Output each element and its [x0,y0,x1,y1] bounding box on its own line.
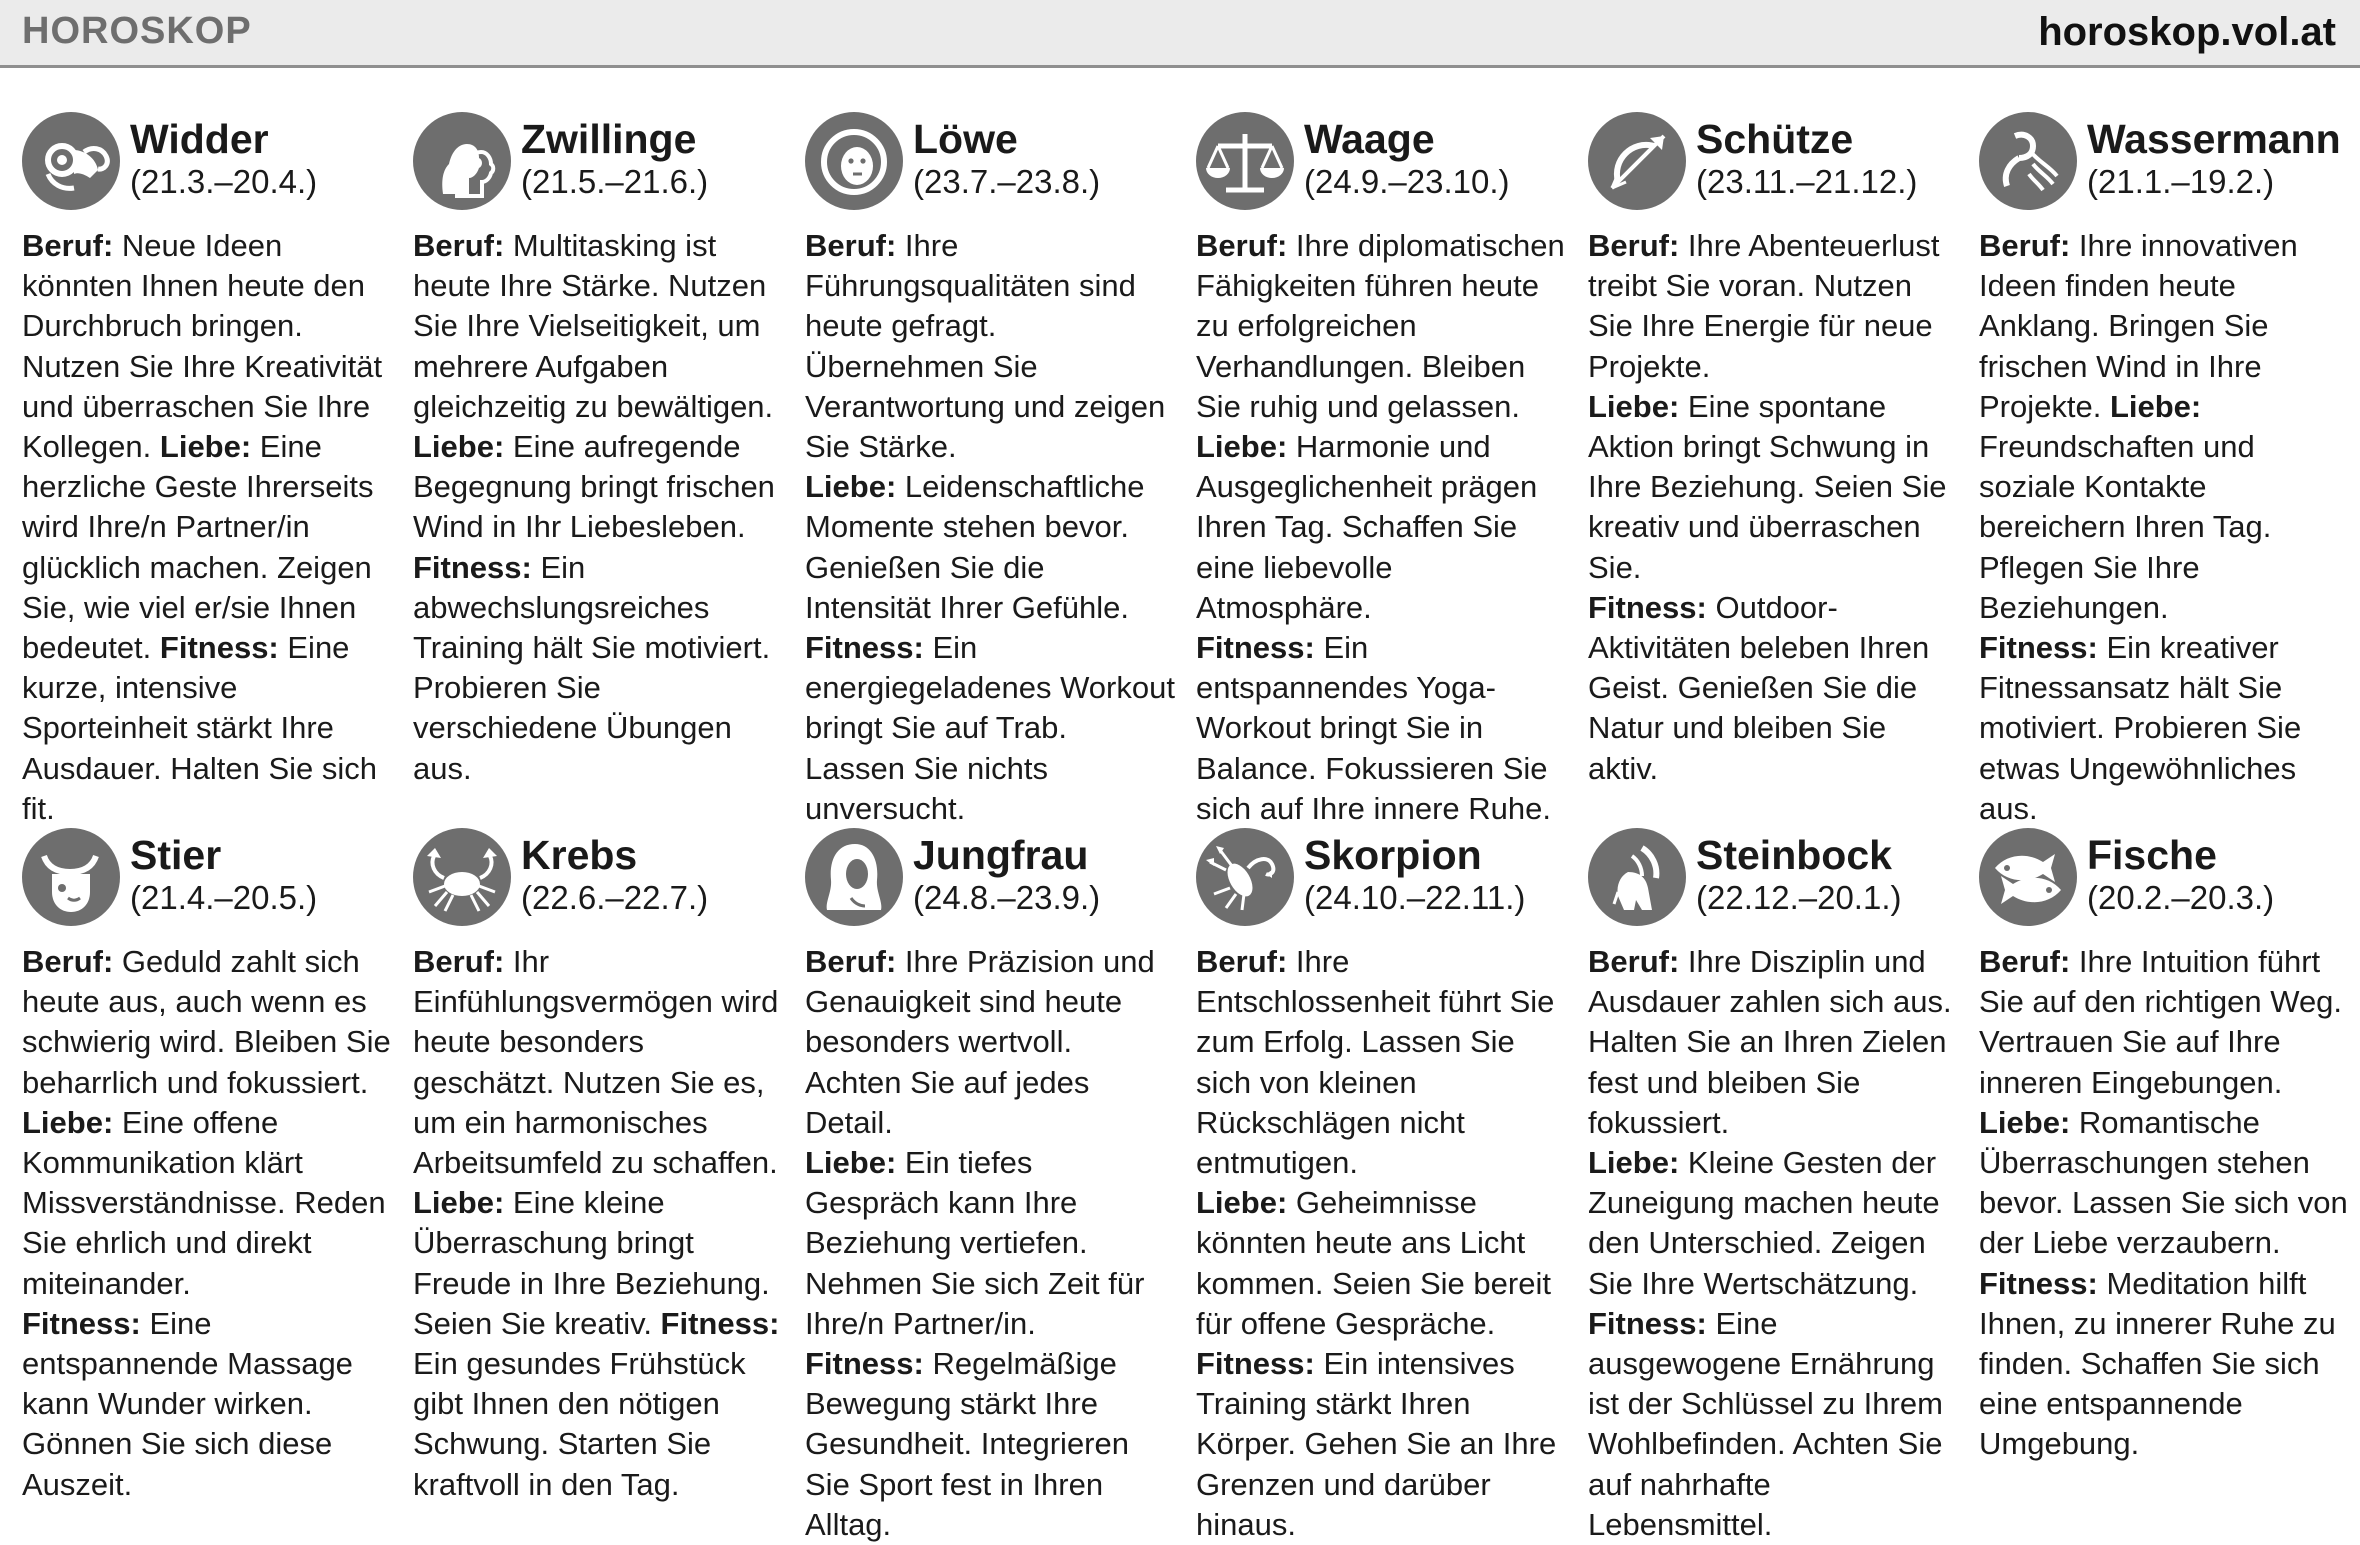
lion-icon [805,112,903,210]
category-label: Beruf: [1196,228,1288,263]
forecast-text: Ein abwechslungsreiches Training hält Sie motiviert. Probieren Sie verschiedene Übungen aus. [413,549,771,786]
category-label: Beruf: [1979,944,2071,979]
sign-name: Jungfrau [913,832,1089,878]
category-label: Fitness: [159,630,279,666]
sign-card-wassermann [1979,112,2349,829]
forecast-paragraph [805,1344,1175,1545]
category-label: Liebe: [413,429,505,465]
virgin-icon [805,828,903,926]
forecast-text: Eine herzliche Geste Ihrerseits wird Ihre/n Partner/in glücklich machen. Zeigen Sie, wie viel er/sie Ihnen bedeutet. [22,429,374,666]
forecast-paragraph [805,942,1175,1143]
sign-forecast [1588,942,1958,1545]
category-label: Liebe: [805,469,897,505]
forecast-text: Eine spontane Aktion bringt Schwung in Ihre Beziehung. Seien Sie kreativ und überraschen Sie. [1588,388,1947,585]
forecast-paragraph [1196,1183,1566,1344]
sign-header [413,828,783,936]
forecast-text: Regelmäßige Bewegung stärkt Ihre Gesundheit. Integrieren Sie Sport fest in Ihren Alltag. [805,1346,1129,1542]
sign-dates: (21.3.–20.4.) [130,163,318,200]
forecast-text: Eine ausgewogene Ernährung ist der Schlüssel zu Ihrem Wohlbefinden. Achten Sie auf nahrhafte Lebensmittel. [1588,1305,1943,1542]
category-label: Liebe: [1979,1104,2071,1140]
forecast-text: Eine kleine Überraschung bringt Freude in Ihre Beziehung. Seien Sie kreativ. [413,1185,770,1341]
sign-dates: (23.11.–21.12.) [1696,163,1918,200]
sign-dates: (21.4.–20.5.) [130,879,318,916]
forecast-text: Ihre diplomatischen Fähigkeiten führen heute zu erfolgreichen Verhandlungen. Bleiben Sie ruhig und gelassen. [1196,228,1565,424]
category-label: Liebe: [1196,1185,1288,1221]
forecast-text: Ein tiefes Gespräch kann Ihre Beziehung vertiefen. Nehmen Sie sich Zeit für Ihre/n Partner/in. [805,1145,1145,1341]
category-label: Liebe: [1588,1145,1680,1181]
water-bearer-icon [1979,112,2077,210]
forecast-paragraph [1588,226,1958,387]
sign-header [1196,112,1566,220]
sign-card-krebs [413,828,783,1505]
sign-forecast [22,942,392,1505]
sign-header [413,112,783,220]
sign-dates: (23.7.–23.8.) [913,163,1101,200]
category-label: Beruf: [1979,228,2071,263]
forecast-text: Outdoor-Aktivitäten beleben Ihren Geist. Genießen Sie die Natur und bleiben Sie aktiv. [1588,589,1930,786]
sign-card-skorpion [1196,828,1566,1545]
category-label: Fitness: [1588,589,1707,625]
sign-card-loewe [805,112,1175,829]
forecast-text: Romantische Überraschungen stehen bevor. Lassen Sie sich von der Liebe verzaubern. [1979,1104,2348,1261]
forecast-paragraph [1979,942,2349,1103]
section-title: HOROSKOP [22,10,252,52]
forecast-paragraph [1588,942,1958,1143]
sign-name: Zwillinge [521,116,697,162]
category-label: Fitness: [1979,1265,2098,1301]
category-label: Beruf: [1588,944,1680,979]
forecast-text: Geheimnisse könnten heute ans Licht kommen. Seien Sie bereit für offene Gespräche. [1196,1185,1551,1341]
forecast-text: Ihre Intuition führt Sie auf den richtigen Weg. Vertrauen Sie auf Ihre inneren Eingebungen. [1979,944,2343,1100]
category-label: Liebe: [1196,429,1288,465]
category-label: Liebe: [159,429,252,465]
forecast-paragraph [22,226,392,829]
category-label: Liebe: [1588,388,1680,424]
forecast-text: Freundschaften und soziale Kontakte bereichern Ihren Tag. Pflegen Sie Ihre Beziehungen. [1979,429,2272,625]
forecast-paragraph [1196,942,1566,1183]
sign-forecast [22,226,392,829]
category-label: Fitness: [22,1305,141,1341]
forecast-paragraph [1196,226,1566,427]
forecast-text: Kleine Gesten der Zuneigung machen heute den Unterschied. Zeigen Sie Ihre Wertschätzung. [1588,1145,1940,1301]
sign-forecast [413,942,783,1505]
sign-header [805,828,1175,936]
forecast-text: Eine kurze, intensive Sporteinheit stärkt Ihre Ausdauer. Halten Sie sich fit. [22,630,377,826]
sign-dates: (21.1.–19.2.) [2087,163,2275,200]
category-label: Fitness: [805,630,924,666]
sign-name: Skorpion [1304,832,1482,878]
category-label: Beruf: [22,228,114,263]
forecast-paragraph [22,1304,392,1505]
forecast-paragraph [1588,588,1958,789]
category-label: Beruf: [1196,944,1288,979]
forecast-paragraph [1979,1264,2349,1465]
forecast-paragraph [413,942,783,1183]
twins-icon [413,112,511,210]
forecast-text: Ein kreativer Fitnessansatz hält Sie motiviert. Probieren Sie etwas Ungewöhnliches aus. [1979,630,2302,826]
sign-dates: (20.2.–20.3.) [2087,879,2275,916]
forecast-paragraph [1588,1304,1958,1545]
sign-header [805,112,1175,220]
forecast-text: Ein entspannendes Yoga-Workout bringt Sie in Balance. Fokussieren Sie sich auf Ihre innere Ruhe. [1196,630,1551,826]
forecast-paragraph [805,1143,1175,1344]
sign-forecast [1979,942,2349,1465]
forecast-text: Eine entspannende Massage kann Wunder wirken. Gönnen Sie sich diese Auszeit. [22,1305,353,1502]
category-label: Liebe: [805,1145,897,1181]
sign-name: Schütze [1696,116,1854,162]
sign-dates: (24.10.–22.11.) [1304,879,1526,916]
category-label: Fitness: [1196,630,1315,666]
sign-dates: (21.5.–21.6.) [521,163,709,200]
forecast-paragraph [22,1103,392,1304]
category-label: Beruf: [22,944,114,979]
sign-card-steinbock [1588,828,1958,1545]
header-bar [0,0,2360,68]
sign-name: Löwe [913,116,1018,162]
sign-name: Krebs [521,832,638,878]
forecast-paragraph [1196,628,1566,829]
goat-icon [1588,828,1686,926]
sign-dates: (24.8.–23.9.) [913,879,1101,916]
sign-card-jungfrau [805,828,1175,1545]
forecast-text: Ihre innovativen Ideen finden heute Anklang. Bringen Sie frischen Wind in Ihre Projekte. [1979,228,2298,424]
sign-name: Steinbock [1696,832,1892,878]
category-label: Beruf: [805,228,897,263]
forecast-paragraph [413,226,783,548]
forecast-paragraph [413,1183,783,1505]
forecast-text: Geduld zahlt sich heute aus, auch wenn es schwierig wird. Bleiben Sie beharrlich und fokussiert. [22,944,391,1100]
forecast-text: Ihre Disziplin und Ausdauer zahlen sich aus. Halten Sie an Ihren Zielen fest und bleiben Sie fokussiert. [1588,944,1952,1140]
forecast-text: Ihre Führungsqualitäten sind heute gefragt. Übernehmen Sie Verantwortung und zeigen Sie Stärke. [805,228,1166,465]
sign-header [22,828,392,936]
category-label: Fitness: [1196,1346,1315,1382]
sign-header [1588,112,1958,220]
forecast-text: Ein intensives Training stärkt Ihren Körper. Gehen Sie an Ihre Grenzen und darüber hinaus. [1196,1346,1557,1542]
sign-name: Widder [130,116,269,162]
bull-icon [22,828,120,926]
scales-icon [1196,112,1294,210]
fish-icon [1979,828,2077,926]
sign-header [1979,828,2349,936]
sign-name: Stier [130,832,222,878]
category-label: Fitness: [1979,630,2098,666]
forecast-text: Ihre Abenteuerlust treibt Sie voran. Nutzen Sie Ihre Energie für neue Projekte. [1588,228,1940,384]
site-link[interactable]: horoskop.vol.at [2038,10,2336,54]
forecast-text: Meditation hilft Ihnen, zu innerer Ruhe zu finden. Schaffen Sie sich eine entspannende Umgebung. [1979,1265,2336,1462]
forecast-paragraph [805,628,1175,829]
sign-header [1196,828,1566,936]
sign-card-waage [1196,112,1566,829]
forecast-text: Ein gesundes Frühstück gibt Ihnen den nötigen Schwung. Starten Sie kraftvoll in den Tag. [413,1346,746,1502]
forecast-paragraph [805,226,1175,467]
forecast-paragraph [413,548,783,789]
forecast-text: Multitasking ist heute Ihre Stärke. Nutzen Sie Ihre Vielseitigkeit, um mehrere Aufgaben gleichzeitig zu bewältigen. [413,228,774,424]
forecast-paragraph [1588,1143,1958,1304]
sign-forecast [1588,226,1958,789]
forecast-paragraph [1196,1344,1566,1545]
forecast-text: Ihre Präzision und Genauigkeit sind heute besonders wertvoll. Achten Sie auf jedes Detail. [805,944,1155,1140]
sign-name: Waage [1304,116,1435,162]
sign-card-widder [22,112,392,829]
sign-card-schuetze [1588,112,1958,789]
forecast-text: Leidenschaftliche Momente stehen bevor. Genießen Sie die Intensität Ihrer Gefühle. [805,469,1145,625]
sign-forecast [1979,226,2349,829]
sign-dates: (22.6.–22.7.) [521,879,709,916]
category-label: Beruf: [805,944,897,979]
crab-icon [413,828,511,926]
category-label: Fitness: [805,1346,924,1382]
forecast-text: Eine aufregende Begegnung bringt frischen Wind in Ihr Liebesleben. [413,429,775,545]
forecast-text: Neue Ideen könnten Ihnen heute den Durchbruch bringen. Nutzen Sie Ihre Kreativität und überraschen Sie Ihre Kollegen. [22,228,383,465]
category-label: Beruf: [413,944,505,979]
category-label: Fitness: [413,549,532,585]
sign-forecast [1196,942,1566,1545]
forecast-text: Ein energiegeladenes Workout bringt Sie auf Trab. Lassen Sie nichts unversucht. [805,630,1175,826]
sign-name: Fische [2087,832,2217,878]
forecast-text: Eine offene Kommunikation klärt Missverständnisse. Reden Sie ehrlich und direkt miteinander. [22,1104,386,1301]
sign-card-fische [1979,828,2349,1465]
forecast-paragraph [1979,628,2349,829]
forecast-paragraph [1979,1103,2349,1264]
category-label: Liebe: [22,1104,114,1140]
forecast-paragraph [22,942,392,1103]
forecast-text: Ihr Einfühlungsvermögen wird heute besonders geschätzt. Nutzen Sie es, um ein harmonisches Arbeitsumfeld zu schaffen. [413,944,779,1181]
sign-header [1588,828,1958,936]
forecast-text: Harmonie und Ausgeglichenheit prägen Ihren Tag. Schaffen Sie eine liebevolle Atmosphäre. [1196,429,1538,625]
sign-dates: (24.9.–23.10.) [1304,163,1510,200]
forecast-paragraph [805,467,1175,628]
category-label: Beruf: [1588,228,1680,263]
sign-forecast [805,226,1175,829]
forecast-text: Ihre Entschlossenheit führt Sie zum Erfolg. Lassen Sie sich von kleinen Rückschlägen nicht entmutigen. [1196,944,1555,1181]
forecast-paragraph [1196,427,1566,628]
scorpion-icon [1196,828,1294,926]
sign-card-stier [22,828,392,1505]
sign-card-zwillinge [413,112,783,789]
forecast-paragraph [1979,226,2349,628]
category-label: Fitness: [660,1305,780,1341]
category-label: Fitness: [1588,1305,1707,1341]
category-label: Liebe: [413,1185,505,1221]
archer-icon [1588,112,1686,210]
sign-forecast [413,226,783,789]
ram-icon [22,112,120,210]
forecast-paragraph [1588,387,1958,588]
sign-dates: (22.12.–20.1.) [1696,879,1902,916]
sign-name: Wassermann [2087,116,2341,162]
sign-forecast [1196,226,1566,829]
sign-forecast [805,942,1175,1545]
category-label: Liebe: [2109,388,2202,424]
category-label: Beruf: [413,228,505,263]
sign-header [1979,112,2349,220]
sign-header [22,112,392,220]
